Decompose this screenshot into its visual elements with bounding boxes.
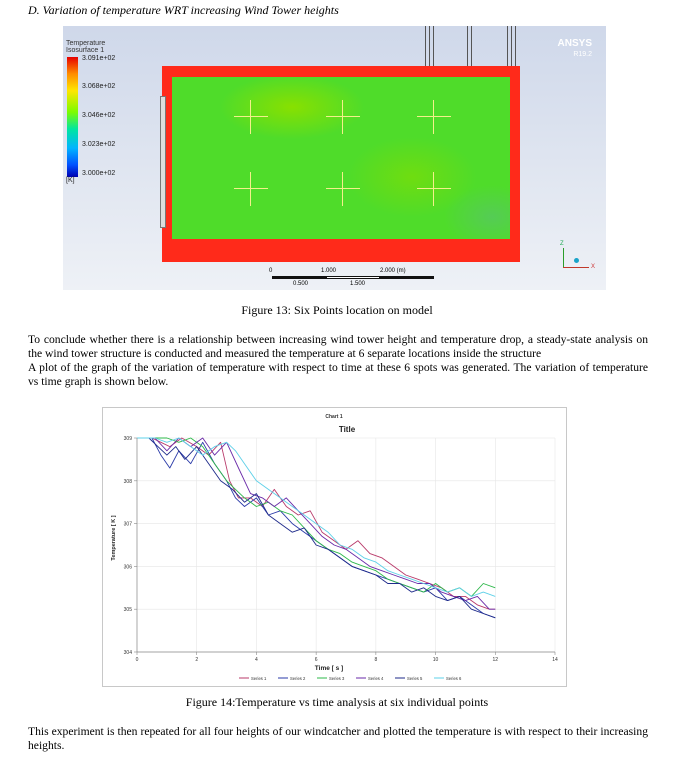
y-tick-label: 308	[123, 478, 132, 485]
chart-header: Chart 1	[325, 414, 343, 420]
temperature-time-chart	[102, 407, 567, 687]
triad-x-axis	[563, 267, 589, 268]
legend-tick: 3.000e+02	[82, 170, 116, 177]
figure14-caption: Figure 14:Temperature vs time analysis at six individual points	[185, 695, 489, 709]
legend-tick: 3.091e+02	[82, 55, 116, 62]
chart-title: Title	[338, 425, 356, 434]
section-heading: D. Variation of temperature WRT increasing Wind Tower heights	[28, 3, 339, 17]
legend-subtitle: Isosurface 1	[66, 47, 105, 54]
paragraph: This experiment is then repeated for all four heights of our windcatcher and plotted the temperature is with respect to their increasing heights.	[28, 725, 648, 752]
legend-tick: 3.068e+02	[82, 83, 116, 90]
scale-label: 1.000	[321, 268, 337, 274]
y-axis-label: Temperature [ K ]	[111, 515, 117, 561]
x-tick-label: 8	[374, 657, 378, 663]
probe-point-marker	[234, 172, 268, 206]
figure13-caption: Figure 13: Six Points location on model	[241, 303, 433, 317]
scale-label: 2.000 (m)	[380, 268, 406, 274]
x-tick-label: 6	[314, 657, 318, 663]
probe-point-marker	[417, 100, 451, 134]
x-tick-label: 4	[255, 657, 258, 663]
legend-tick: 3.023e+02	[82, 141, 116, 148]
legend-title: Temperature	[66, 40, 106, 47]
triad-z-label: Z	[560, 241, 564, 247]
x-tick-label: 2	[195, 657, 199, 663]
y-tick-label: 304	[123, 650, 132, 656]
triad-z-axis	[563, 248, 564, 268]
legend-entry: Series 3	[329, 676, 345, 681]
probe-point-marker	[234, 100, 268, 134]
y-tick-label: 309	[123, 436, 132, 442]
ansys-logo: ANSYS	[557, 38, 592, 49]
x-tick-label: 10	[432, 657, 439, 663]
legend-tick: 3.046e+02	[82, 112, 116, 119]
triad-x-label: X	[591, 264, 596, 270]
scale-label: 0.500	[293, 281, 309, 287]
y-tick-label: 307	[123, 521, 132, 528]
x-tick-label: 12	[492, 657, 499, 663]
ansys-version: R19.2	[573, 51, 592, 58]
probe-point-marker	[326, 172, 360, 206]
legend-entry: Series 2	[290, 676, 306, 681]
color-bar	[67, 57, 78, 177]
y-tick-label: 305	[123, 607, 132, 614]
legend-unit: [K]	[66, 177, 75, 184]
legend-entry: Series 6	[446, 676, 462, 681]
scale-label: 0	[269, 268, 273, 274]
x-axis-label: Time [ s ]	[314, 665, 344, 672]
probe-point-marker	[326, 100, 360, 134]
chart-canvas	[103, 408, 566, 686]
probe-point-marker	[417, 172, 451, 206]
x-tick-label: 14	[552, 657, 558, 663]
triad-y-dot	[574, 258, 579, 263]
y-tick-label: 306	[123, 564, 132, 571]
legend-entry: Series 5	[407, 676, 423, 681]
paragraph: To conclude whether there is a relationship between increasing wind tower height and temperature drop, a steady-state analysis on the wind tower structure is conducted and measured the temperature at 6 separate locations inside the structure	[28, 333, 648, 360]
scale-label: 1.500	[350, 281, 366, 287]
x-tick-label: 0	[135, 657, 139, 663]
paragraph: A plot of the graph of the variation of temperature with respect to time at these 6 spots was generated. The variation of temperature vs time graph is shown below.	[28, 361, 648, 388]
legend-entry: Series 4	[368, 676, 384, 681]
legend-entry: Series 1	[251, 676, 267, 681]
